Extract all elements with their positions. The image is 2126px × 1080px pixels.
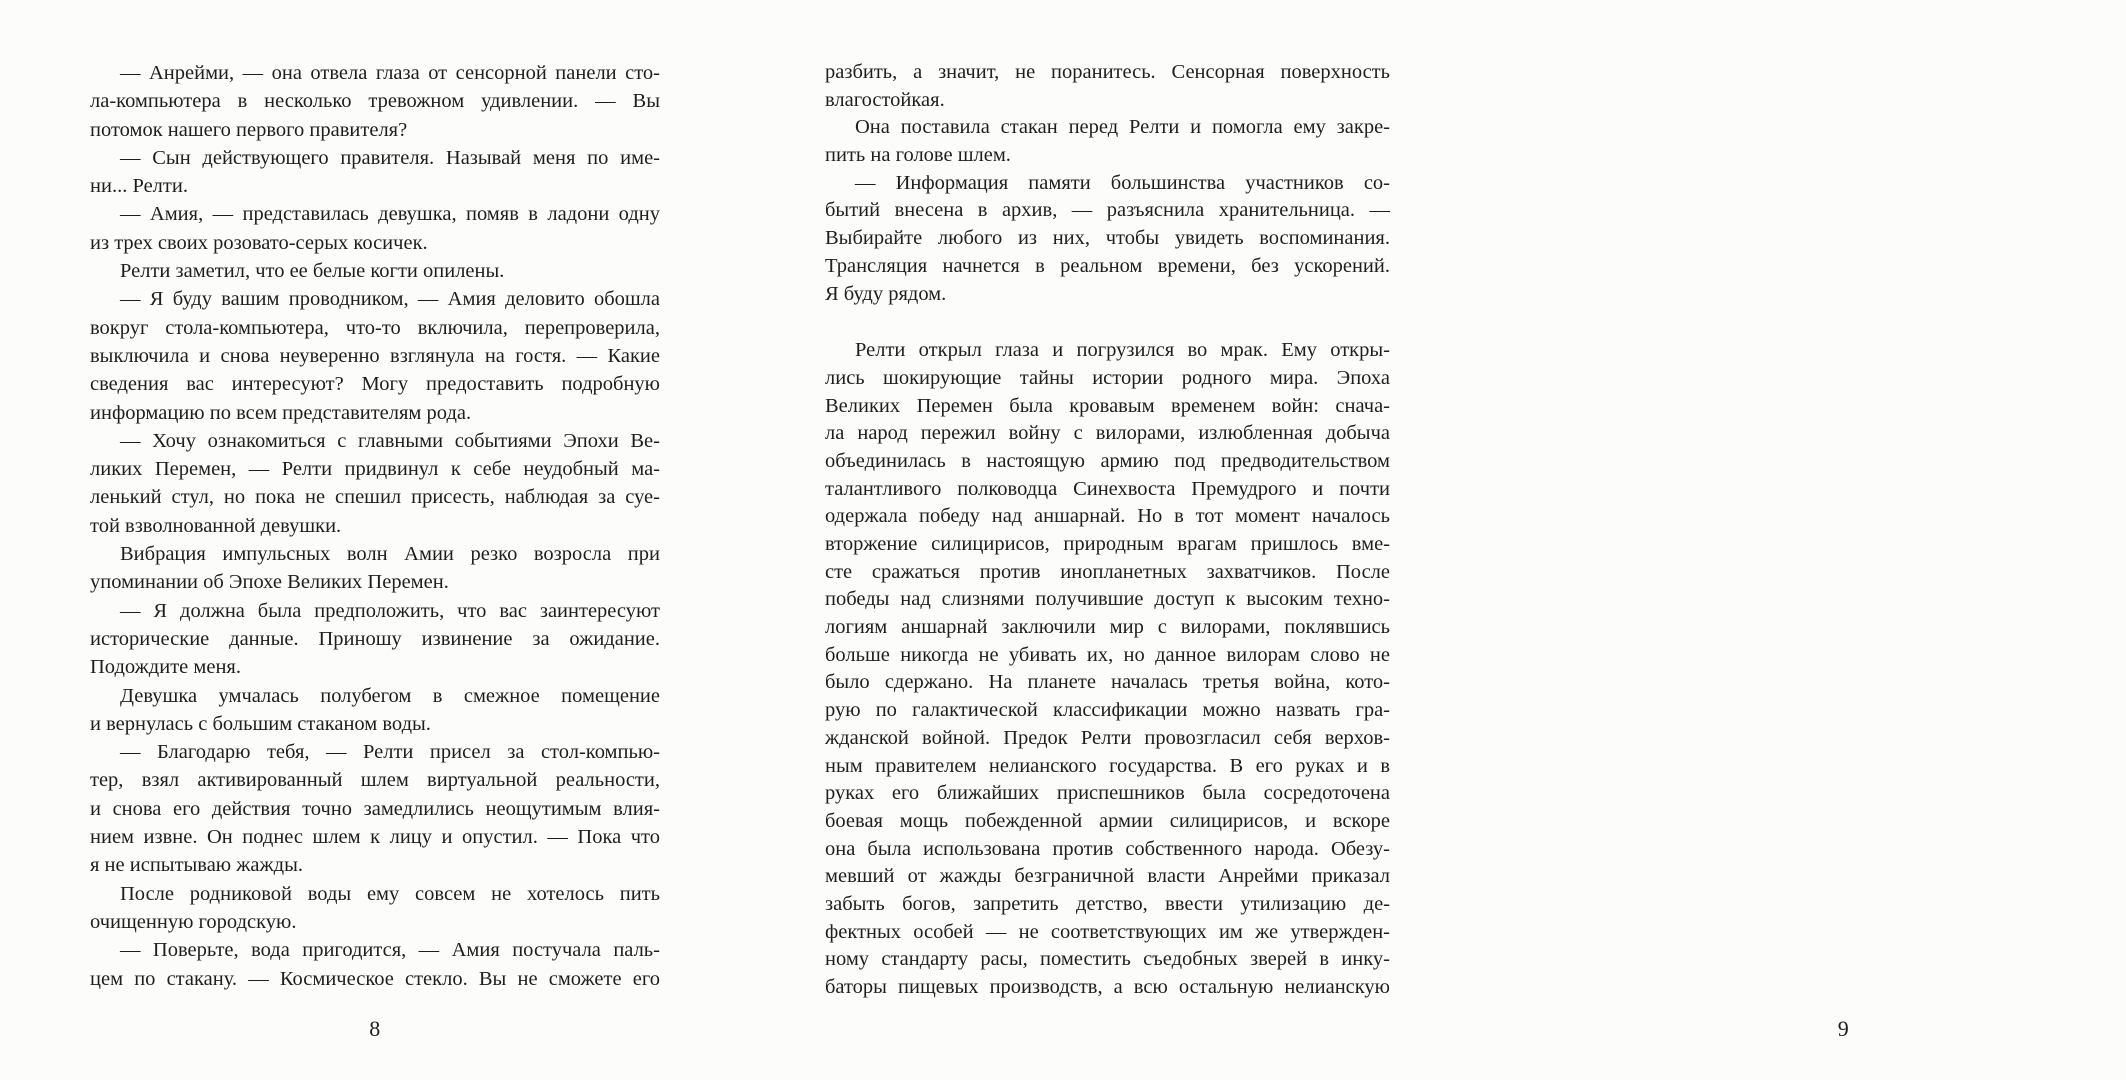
text-line: вторжение силицирисов, природным врагам пришлось вме- [825,533,1390,555]
text-line: — Информация памяти большинства участников со- [855,171,1390,194]
paragraph-gap [825,308,1390,337]
text-line: — Хочу ознакомиться с главными событиями Эпохи Ве- [120,429,660,452]
text-line: руках его ближайших приспешников была сосредоточена [825,782,1390,805]
text-line: лись шокирующие тайны истории родного мира. Эпоха [825,366,1390,389]
paragraph [90,285,660,426]
text-line: — Амия, — представилась девушка, помяв в ладони одну [120,203,660,226]
text-line: Подождите меня. [90,656,241,679]
page-right [736,0,1850,1080]
text-line: Релти открыл глаза и погрузился во мрак. Ему откры- [855,339,1390,362]
text-line: тер, взял активированный шлем виртуальной реальности, [90,769,660,792]
text-line: ному стандарту расы, поместить съедобных зверей в инку- [825,948,1390,971]
text-line: Я буду рядом. [825,282,947,305]
paragraph [90,427,660,540]
text-line: ликих Перемен, — Релти придвинул к себе неудобный ма- [90,458,660,481]
text-line: мевший от жажды безграничной власти Анрейми приказал [825,865,1390,888]
paragraph [90,936,660,993]
text-line: ла-компьютера в несколько тревожном удивлении. — Вы [90,90,660,113]
text-line: информацию по всем представителям рода. [90,401,472,424]
text-line: объединилась в настоящую армию под предводительством [825,449,1390,472]
paragraph [90,257,660,285]
paragraph [90,682,660,739]
text-line: баторы пищевых производств, а всю остальную нелианскую [825,976,1390,998]
text-line: жданской войной. Предок Релти провозгласил себя верхов- [825,726,1390,749]
text-line: Выбирайте любого из них, чтобы увидеть воспоминания. [825,227,1390,250]
text-line: сведения вас интересуют? Могу предоставить подробную [90,373,660,396]
text-line: одержала победу над аншарнай. Но в тот момент началось [825,505,1390,528]
text-line: забыть богов, запретить детство, ввести утилизацию де- [825,892,1390,915]
text-line: из трех своих розовато-серых косичек. [90,231,428,254]
text-line: победы над слизнями получившие доступ к высоким техно- [825,588,1390,611]
paragraph [90,59,660,144]
paragraph [825,170,1390,308]
page-right-text [825,59,1390,1002]
text-line: рую по галактической классификации можно назвать гра- [825,699,1390,722]
text-line: выключила и снова неуверенно взглянула на гостя. — Какие [90,344,660,367]
text-line: исторические данные. Приношу извинение за ожидание. [90,627,660,650]
text-line: цем по стакану. — Космическое стекло. Вы не сможете его [90,967,660,990]
text-line: и вернулась с большим стаканом воды. [90,712,431,735]
text-line: ленький стул, но пока не спешил присесть, наблюдая за суе- [90,486,660,509]
paragraph [90,738,660,879]
text-line: После родниковой воды ему совсем не хотелось пить [120,882,660,905]
text-line: талантливого полководца Синехвоста Премудрого и почти [825,477,1390,500]
paragraph [90,597,660,682]
text-line: бытий внесена в архив, — разъяснила хранительница. — [825,199,1390,222]
text-line: влагостойкая. [825,88,945,111]
text-line: Великих Перемен была кровавым временем войн: снача- [825,394,1390,417]
paragraph [90,880,660,937]
paragraph [825,59,1390,114]
text-line: упоминании об Эпохе Великих Перемен. [90,571,449,594]
text-line: больше никогда не убивать их, но данное вилорам слово не [825,643,1390,666]
page-left [0,0,736,1080]
text-line: логиям аншарнай заключили мир с вилорами, поклявшись [825,616,1390,639]
text-line: я не испытываю жажды. [90,854,303,877]
text-line: пить на голове шлем. [825,144,1011,167]
text-line: очищенную городскую. [90,910,297,933]
text-line: ным правителем нелианского государства. В его руках и в [825,754,1390,777]
text-line: Она поставила стакан перед Релти и помогла ему закре- [855,116,1390,139]
text-line: — Анрейми, — она отвела глаза от сенсорной панели сто- [120,62,660,84]
text-line: сте сражаться против инопланетных захватчиков. После [825,560,1390,583]
text-line: ла народ пережил войну с вилорами, излюбленная добыча [825,422,1390,445]
text-line: ни... Релти. [90,175,188,198]
paragraph [90,200,660,257]
text-line: Вибрация импульсных волн Амии резко возросла при [120,543,660,566]
paragraph [90,144,660,201]
page-number-right: 9 [1837,1016,1850,1041]
paragraph [825,114,1390,169]
text-line: боевая мощь побежденной армии силицирисов, и вскоре [825,809,1390,832]
text-line: вокруг стола-компьютера, что-то включила, перепроверила, [90,316,660,339]
text-line: — Благодарю тебя, — Релти присел за стол-компью- [120,741,660,764]
paragraph [90,540,660,597]
text-line: — Я должна была предположить, что вас заинтересуют [120,599,660,622]
text-line: — Сын действующего правителя. Называй меня по име- [120,146,660,169]
text-line: было сдержано. На планете началась третья война, кото- [825,671,1390,694]
text-line: она была использована против собственного народа. Обезу- [825,837,1390,860]
text-line: — Я буду вашим проводником, — Амия деловито обошла [120,288,660,311]
text-line: и снова его действия точно замедлились неощутимым влия- [90,797,660,820]
text-line: разбить, а значит, не поранитесь. Сенсорная поверхность [825,61,1390,83]
text-line: Релти заметил, что ее белые когти опилены. [120,260,505,283]
text-line: нием извне. Он поднес шлем к лицу и опустил. — Пока что [90,826,660,849]
text-line: потомок нашего первого правителя? [90,118,408,141]
text-line: — Поверьте, вода пригодится, — Амия постучала паль- [120,939,660,962]
text-line: Трансляция начнется в реальном времени, без ускорений. [825,254,1390,277]
text-line: фектных особей — не соответствующих им же утвержден- [825,920,1390,943]
text-line: той взволнованной девушки. [90,514,342,537]
page-left-text [90,59,660,993]
paragraph [825,337,1390,1002]
text-line: Девушка умчалась полубегом в смежное помещение [120,684,660,707]
page-number-left: 8 [369,1016,381,1041]
